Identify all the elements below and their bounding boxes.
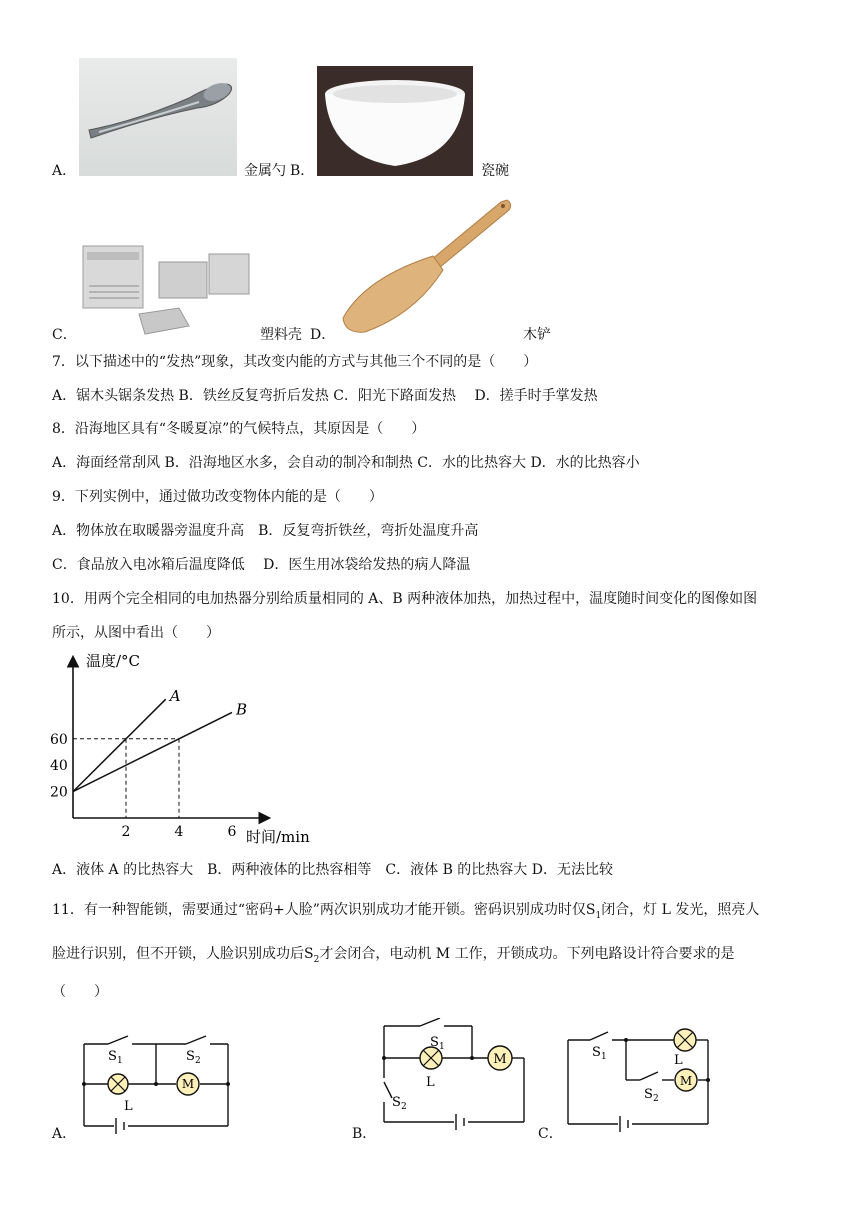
series-label-b: B (236, 700, 248, 719)
svg-text:2: 2 (195, 1056, 201, 1066)
svg-text:1: 1 (601, 1052, 607, 1062)
q7-options: A．锯木头锯条发热 B．铁丝反复弯折后发热 C．阳光下路面发热 D．搓手时手掌发热 (52, 388, 598, 404)
svg-text:S: S (644, 1087, 653, 1102)
wooden-spatula-image (335, 194, 517, 340)
svg-text:L: L (426, 1075, 435, 1090)
porcelain-bowl-image (317, 66, 473, 176)
option-d-text: 木铲 (523, 327, 551, 343)
svg-text:M: M (493, 1052, 507, 1067)
option-c-text: 塑料壳 (260, 327, 302, 343)
svg-text:L: L (674, 1053, 683, 1068)
y-tick-label: 20 (50, 784, 68, 801)
option-a-text: 金属勺 (244, 163, 286, 179)
y-axis-label: 温度/°C (86, 652, 141, 670)
temperature-time-chart (48, 648, 338, 848)
series-line-b (73, 712, 232, 791)
q11-stem-2b: 才会闭合，电动机 M 工作，开锁成功。下列电路设计符合要求的是 (319, 946, 735, 962)
x-tick-label: 2 (121, 824, 131, 840)
option-c-letter: C． (52, 327, 77, 343)
q11-stem-2a: 脸进行识别，但不开锁，人脸识别成功后 (52, 946, 304, 962)
q9-options-ab: A．物体放在取暖器旁温度升高 B．反复弯折铁丝，弯折处温度升高 (52, 523, 479, 539)
q11-stem-1a: 11．有一种智能锁，需要通过“密码+人脸”两次识别成功才能开锁。密码识别成功时仅 (52, 902, 586, 918)
circuit-diagram-a (76, 1030, 236, 1134)
q11-stem-line3: （ ） (52, 984, 108, 1000)
q11-stem-line1 (52, 900, 759, 926)
y-tick-label: 60 (50, 731, 68, 748)
q11-stem-1b: 闭合，灯 L 发光，照亮人 (601, 902, 760, 918)
svg-text:1: 1 (439, 1042, 445, 1052)
q9-options-cd: C．食品放入电冰箱后温度降低 D．医生用冰袋给发热的病人降温 (52, 557, 471, 573)
svg-text:1: 1 (117, 1056, 123, 1066)
svg-text:2: 2 (653, 1094, 659, 1104)
circuit-diagram-b (376, 1018, 526, 1132)
option-b-text: 瓷碗 (481, 163, 509, 179)
svg-text:S: S (392, 1095, 401, 1110)
metal-spoon-image (79, 58, 237, 176)
x-tick-label: 6 (227, 824, 237, 840)
q10-stem-line1: 10．用两个完全相同的电加热器分别给质量相同的 A、B 两种液体加热，加热过程中，温度随时间变化的图像如图 (52, 591, 758, 607)
svg-text:M: M (679, 1074, 693, 1088)
svg-text:S: S (430, 1035, 439, 1050)
q7-stem: 7．以下描述中的“发热”现象，其改变内能的方式与其他三个不同的是（ ） (52, 354, 538, 370)
q10-stem-line2: 所示，从图中看出（ ） (52, 625, 220, 641)
q9-stem: 9．下列实例中，通过做功改变物体内能的是（ ） (52, 489, 383, 505)
plastic-shell-image (79, 236, 253, 340)
option-d-letter: D． (310, 327, 336, 343)
series-label-a: A (169, 687, 181, 706)
svg-text:2: 2 (401, 1102, 407, 1112)
svg-text:S: S (592, 1045, 601, 1060)
option-a-letter: A． (52, 163, 77, 179)
switch-s2-symbol: $S_2$ (304, 946, 320, 965)
switch-s1-symbol: $S_1$ (585, 902, 602, 921)
q10-options: A．液体 A 的比热容大 B．两种液体的比热容相等 C．液体 B 的比热容大 D．无法比较 (52, 862, 613, 878)
circuit-diagram-c (562, 1024, 714, 1134)
circuit-b-label: B． (352, 1126, 377, 1142)
svg-text:L: L (124, 1099, 133, 1114)
y-tick-label: 40 (50, 758, 68, 775)
option-b-letter: B． (290, 163, 315, 179)
circuit-c-label: C． (538, 1126, 563, 1142)
series-line-a (73, 699, 166, 791)
svg-text:M: M (181, 1077, 195, 1091)
q11-stem-line2 (52, 944, 735, 970)
x-tick-label: 4 (174, 824, 184, 840)
circuit-a-label: A． (52, 1126, 77, 1142)
svg-text:S: S (108, 1049, 117, 1064)
svg-text:S: S (186, 1049, 195, 1064)
q8-stem: 8．沿海地区具有“冬暖夏凉”的气候特点，其原因是（ ） (52, 421, 426, 437)
q8-options: A．海面经常刮风 B．沿海地区水多，会自动的制冷和制热 C．水的比热容大 D．水的比热容小 (52, 455, 640, 471)
x-axis-label: 时间/min (246, 828, 310, 846)
